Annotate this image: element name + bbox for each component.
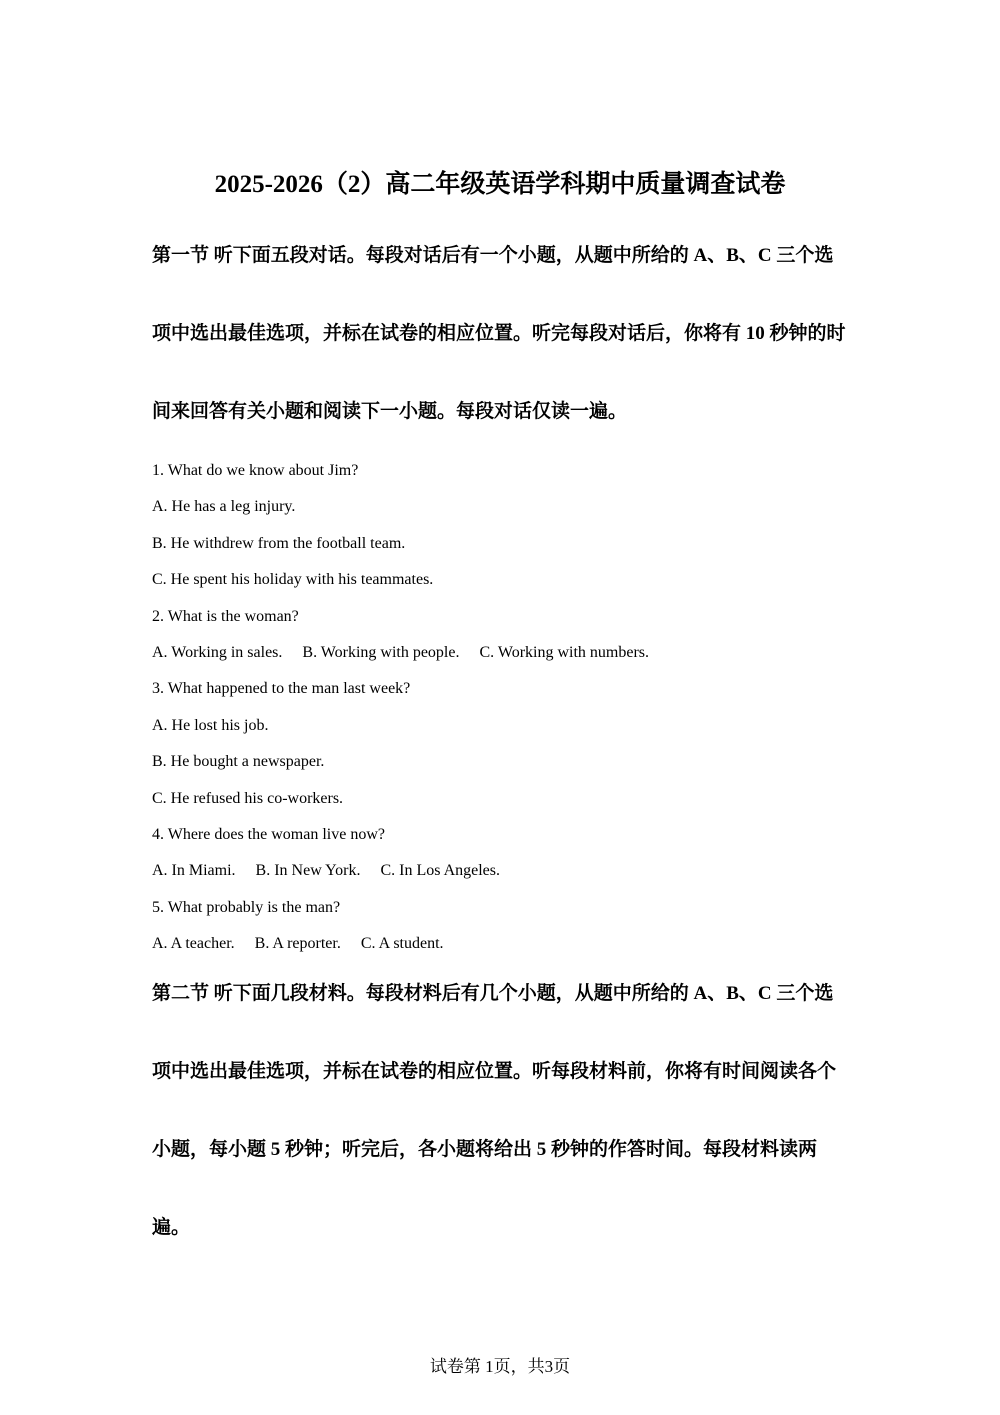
answer-option: A. He has a leg injury. <box>152 498 296 516</box>
option-row <box>152 853 852 889</box>
answer-option: A. In Miami. <box>152 862 236 880</box>
exam-title: 2025-2026（2）高二年级英语学科期中质量调查试卷 <box>214 171 786 198</box>
answer-option: C. Working with numbers. <box>479 644 650 662</box>
answer-option: C. In Los Angeles. <box>380 862 500 880</box>
page-footer: 试卷第 1页，共3页 <box>429 1357 571 1376</box>
answer-option: B. In New York. <box>255 862 361 880</box>
question-stem: 4. Where does the woman live now? <box>152 826 385 844</box>
answer-option: B. He bought a newspaper. <box>152 753 325 771</box>
option-row <box>152 635 852 671</box>
question-stem: 3. What happened to the man last week? <box>152 680 411 698</box>
answer-option: A. Working in sales. <box>152 644 283 662</box>
section-2-instructions: 第二节 听下面几段材料。每段材料后有几个小题，从题中所给的 A、B、C 三个选项中选出最佳选项，并标在试卷的相应位置。听每段材料前，你将有时间阅读各个小题，每小题 5 秒钟；听完后，各小题将给出 5 秒钟的作答时间。每段材料读两遍。 <box>152 983 837 1238</box>
answer-option: B. A reporter. <box>254 935 341 953</box>
answer-option: A. He lost his job. <box>152 716 269 734</box>
answer-option: C. A student. <box>360 935 444 953</box>
answer-option: B. Working with people. <box>302 644 460 662</box>
question-stem: 1. What do we know about Jim? <box>152 462 359 479</box>
question-list <box>152 453 852 963</box>
answer-option: A. A teacher. <box>152 935 235 953</box>
answer-option: C. He spent his holiday with his teammates. <box>152 571 434 589</box>
question-stem: 2. What is the woman? <box>152 607 299 625</box>
answer-option: B. He withdrew from the football team. <box>152 534 406 552</box>
section-1-instructions: 第一节 听下面五段对话。每段对话后有一个小题，从题中所给的 A、B、C 三个选项中选出最佳选项，并标在试卷的相应位置。听完每段对话后，你将有 10 秒钟的时间来回答有关小题和阅读下一小题。每段对话仅读一遍。 <box>152 245 846 422</box>
question-stem: 5. What probably is the man? <box>152 898 341 916</box>
answer-option: C. He refused his co-workers. <box>152 789 344 807</box>
